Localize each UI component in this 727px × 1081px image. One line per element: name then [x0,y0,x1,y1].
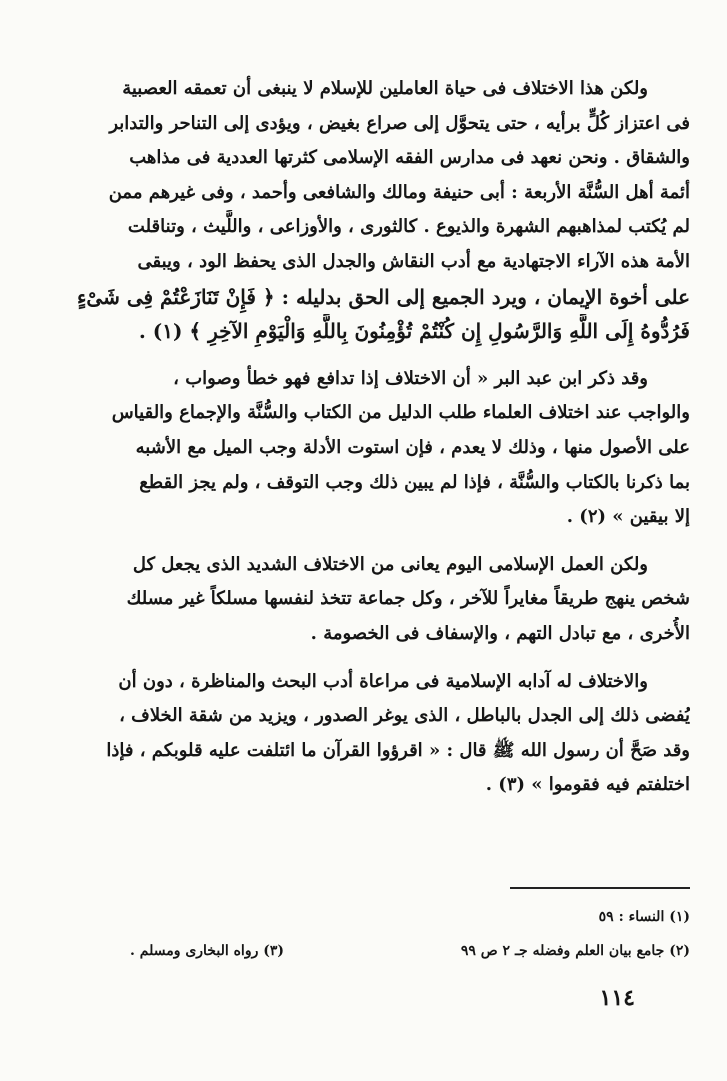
text-line: على الأصول منها ، وذلك لا يعدم ، فإن استوت الأدلة وجب الميل مع الأشبه [135,436,690,458]
text-line: الأمة هذه الآراء الاجتهادية مع أدب النقاش والجدل الذى يحفظ الود ، ويبقى [137,250,690,272]
text-line: شخص ينهج طريقاً مغايراً للآخر ، وكل جماعة تتخذ لنفسها مسلكاً غير مسلك [126,588,690,610]
page-number: ١١٤ [599,985,635,1011]
quran-verse-line: فَرُدُّوهُ إِلَى اللَّهِ وَالرَّسُولِ إِن كُنْتُمْ تُؤْمِنُونَ بِاللَّهِ وَالْيَوْمِ الآخِرِ ﴾ (١) . [138,319,690,344]
quran-verse-line: على أخوة الإيمان ، ويرد الجميع إلى الحق بدليله : ﴿ فَإِنْ تَنَازَعْتُمْ فِى شَىْءٍ [77,284,690,309]
paragraph-3 [40,548,690,652]
footnote-divider [510,887,690,889]
footnote-1: (١) النساء : ٥٩ [598,909,690,925]
paragraph-2 [40,362,690,535]
text-line: ولكن العمل الإسلامى اليوم يعانى من الاختلاف الشديد الذى يجعل كل [132,553,648,575]
paragraph-1 [40,72,690,349]
text-line: وقد صَحَّ أن رسول الله ﷺ قال : « اقرؤوا القرآن ما ائتلفت عليه قلوبكم ، فإذا [106,739,690,761]
text-line: أئمة أهل السُّنَّة الأربعة : أبى حنيفة ومالك والشافعى وأحمد ، وفى غيرهم ممن [108,181,690,203]
text-line: فى اعتزاز كُلٍّ برأيه ، حتى يتحوَّل إلى صراع بغيض ، ويؤدى إلى التناحر والتدابر [109,112,690,134]
text-line: اختلفتم فيه فقوموا » (٣) . [485,774,690,796]
text-line: يُفضى ذلك إلى الجدل بالباطل ، الذى يوغر الصدور ، ويزيد من شقة الخلاف ، [119,705,690,727]
page-body [40,72,690,816]
text-line: والواجب عند اختلاف العلماء طلب الدليل من الكتاب والسُّنَّة والإجماع والقياس [111,402,690,424]
text-line: والاختلاف له آدابه الإسلامية فى مراعاة أدب البحث والمناظرة ، دون أن [118,670,648,692]
text-line: وقد ذكر ابن عبد البر « أن الاختلاف إذا تدافع فهو خطأ وصواب ، [173,367,648,389]
footnotes [130,900,690,968]
footnote-3: (٣) رواه البخارى ومسلم . [130,943,284,959]
footnote-row-2 [130,934,690,968]
text-line: إلا بيقين » (٢) . [566,506,690,528]
paragraph-4 [40,665,690,803]
text-line: الأُخرى ، مع تبادل التهم ، والإسفاف فى الخصومة . [310,622,690,644]
footnote-row-1 [130,900,690,934]
text-line: لم يُكتب لمذاهبهم الشهرة والذيوع . كالثورى ، والأوزاعى ، واللَّيث ، وتناقلت [127,216,690,238]
text-line: بما ذكرنا بالكتاب والسُّنَّة ، فإذا لم يبين ذلك وجب التوقف ، ولم يجز القطع [139,471,690,493]
text-line: والشقاق . ونحن نعهد فى مدارس الفقه الإسلامى كثرتها العددية فى مذاهب [129,147,690,169]
footnote-2: (٢) جامع بيان العلم وفضله جـ ٢ ص ٩٩ [460,943,690,959]
text-line: ولكن هذا الاختلاف فى حياة العاملين للإسلام لا ينبغى أن تعمقه العصبية [122,78,648,99]
